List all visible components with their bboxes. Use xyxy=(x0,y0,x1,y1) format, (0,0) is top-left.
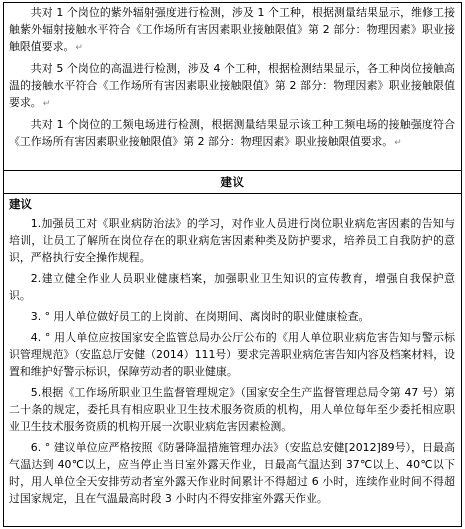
document-table xyxy=(3,2,462,527)
suggestion-text: 2.建立健全作业人员职业健康档案，加强职业卫生知识的宣传教育，增强自我保护意识。 xyxy=(9,272,455,302)
high-temperature-text: 共对 5 个岗位的高温进行检测，涉及 4 个工种，根据检测结果显示，各工种岗位接触高温的接触水平符合《工作场所有害因素职业接触限值》第 2 部分：物理因素》职业接触限值要求。 xyxy=(9,62,455,109)
power-frequency-paragraph xyxy=(9,116,455,152)
paragraph-mark-icon: ↵ xyxy=(394,138,402,148)
suggestions-title: 建议 xyxy=(9,197,32,211)
suggestion-text: 1.加强员工对《职业病防治法》的学习，对作业人员进行岗位职业病危害因素的告知与培训，让员工了解所在岗位存在的职业病危害因素种类及防护要求，培养员工自我防护的意识，严格执行安全操作规程。 xyxy=(9,217,455,264)
suggestion-item xyxy=(9,308,455,325)
detection-results-section xyxy=(4,3,461,170)
suggestion-text: 4. ° 用人单位应按国家安全监管总局办公厅公布的《用人单位职业病危害告知与警示标识管理规范》（安监总厅安健（2014）111号）要求完善职业病危害告知内容及档案材料，设置和维护好警示标识，保障劳动者的职业健康。 xyxy=(9,331,456,378)
suggestion-text: 5.根据《工作场所职业卫生监督管理规定》（国家安全生产监督管理总局令第 47 号）第二十条的规定，委托具有相应职业卫生技术服务资质的机构，用人单位每年至少委托相应职业卫生技术服务资质的机构开展一次职业病危害因素检测。 xyxy=(9,386,455,433)
suggestion-item xyxy=(9,215,455,266)
suggestion-item xyxy=(9,384,455,435)
suggestion-text: 6. ° 建议单位应严格按照《防暑降温措施管理办法》（安监总安健[2012]89号），日最高气温达到 40℃以上，应当停止当日室外露天作业，日最高气温达到 37℃以上、40℃以下时，用人单位全天安排劳动者室外露天作业时间累计不得超过 6 小时，连续作业时间不得超过国家规定，且在气温最高时段 3 小时内不得安排室外露天作业。 xyxy=(9,441,455,505)
uv-radiation-paragraph xyxy=(9,4,455,57)
uv-radiation-text: 共对 1 个岗位的紫外辐射强度进行检测，涉及 1 个工种，根据测量结果显示，维修工接触紫外辐射接触水平符合《工作场所有害因素职业接触限值》第 2 部分：物理因素》职业接触限值要求。 xyxy=(9,6,455,53)
suggestion-text: 3. ° 用人单位做好员工的上岗前、在岗期间、离岗时的职业健康检查。 xyxy=(30,310,370,323)
suggestion-item xyxy=(9,439,455,507)
power-frequency-text: 共对 1 个岗位的工频电场进行检测，根据测量结果显示该工种工频电场的接触强度符合《工作场所有害因素职业接触限值》第 2 部分：物理因素》职业接触限值要求。 xyxy=(9,118,455,148)
suggestion-item xyxy=(9,329,455,380)
suggestions-section xyxy=(4,194,461,526)
suggestion-item xyxy=(9,270,455,304)
high-temperature-paragraph xyxy=(9,60,455,113)
paragraph-mark-icon: ↵ xyxy=(42,99,51,109)
paragraph-mark-icon: ↵ xyxy=(75,43,83,53)
suggestions-header: 建议 xyxy=(220,175,245,189)
